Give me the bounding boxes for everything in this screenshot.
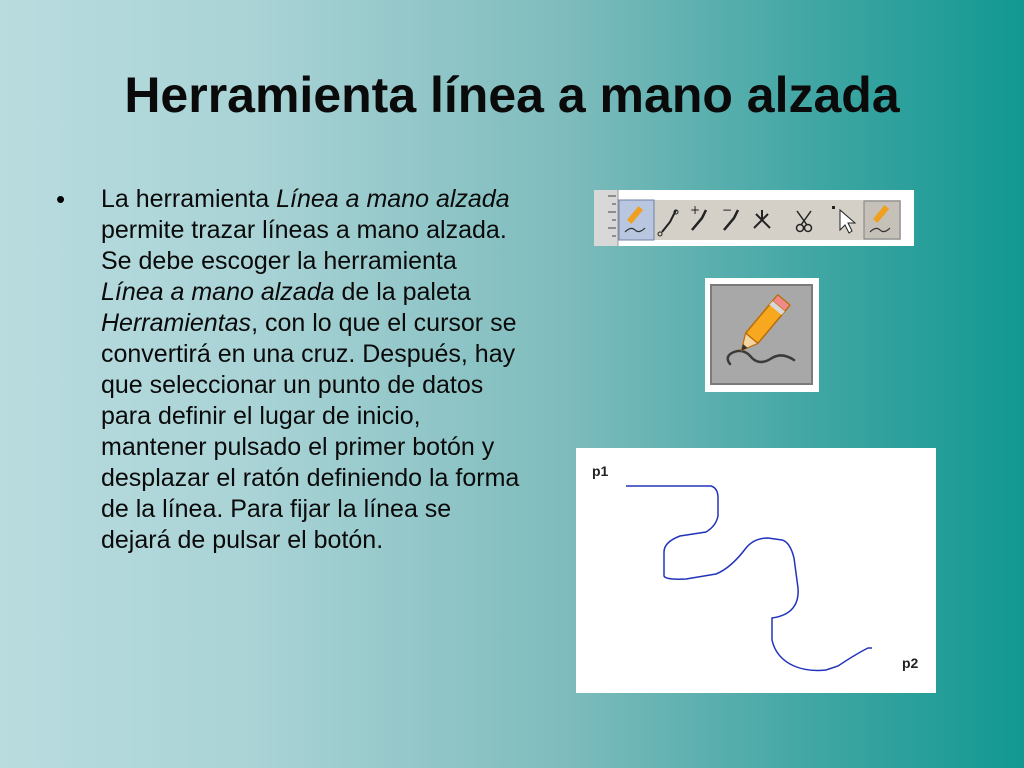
emphasized-term: Herramientas <box>101 309 252 337</box>
body-text-run: La herramienta <box>101 185 277 213</box>
tools-palette-screenshot <box>594 190 914 246</box>
tools-palette-graphic <box>594 190 914 246</box>
pencil-icon <box>712 286 811 383</box>
emphasized-term: Línea a mano alzada <box>276 185 510 213</box>
start-point-label: p1 <box>592 463 609 479</box>
body-text-run: permite trazar líneas a mano alzada. Se debe escoger la herramienta <box>101 216 507 275</box>
end-point-label: p2 <box>902 655 919 671</box>
emphasized-term: Línea a mano alzada <box>101 278 335 306</box>
body-text-run: , con lo que el cursor se convertirá en una cruz. Después, hay que seleccionar un punto de datos para definir el lugar de inicio, mantener pulsado el primer botón y desplazar el ratón definiendo la forma de la línea. Para fijar la línea se dejará de pulsar el botón. <box>101 309 520 554</box>
svg-text:+: + <box>690 203 701 217</box>
bullet-marker: • <box>56 184 66 214</box>
svg-text:−: − <box>722 203 733 217</box>
freehand-line-example <box>576 448 936 693</box>
freehand-curve-graphic <box>576 448 936 693</box>
slide-title: Herramienta línea a mano alzada <box>124 67 900 123</box>
body-text-run: de la paleta <box>334 278 471 306</box>
freehand-tool-button <box>710 284 813 385</box>
bullet-paragraph <box>101 184 521 556</box>
freehand-curve <box>626 486 872 671</box>
freehand-tool-enlarged <box>705 278 819 392</box>
